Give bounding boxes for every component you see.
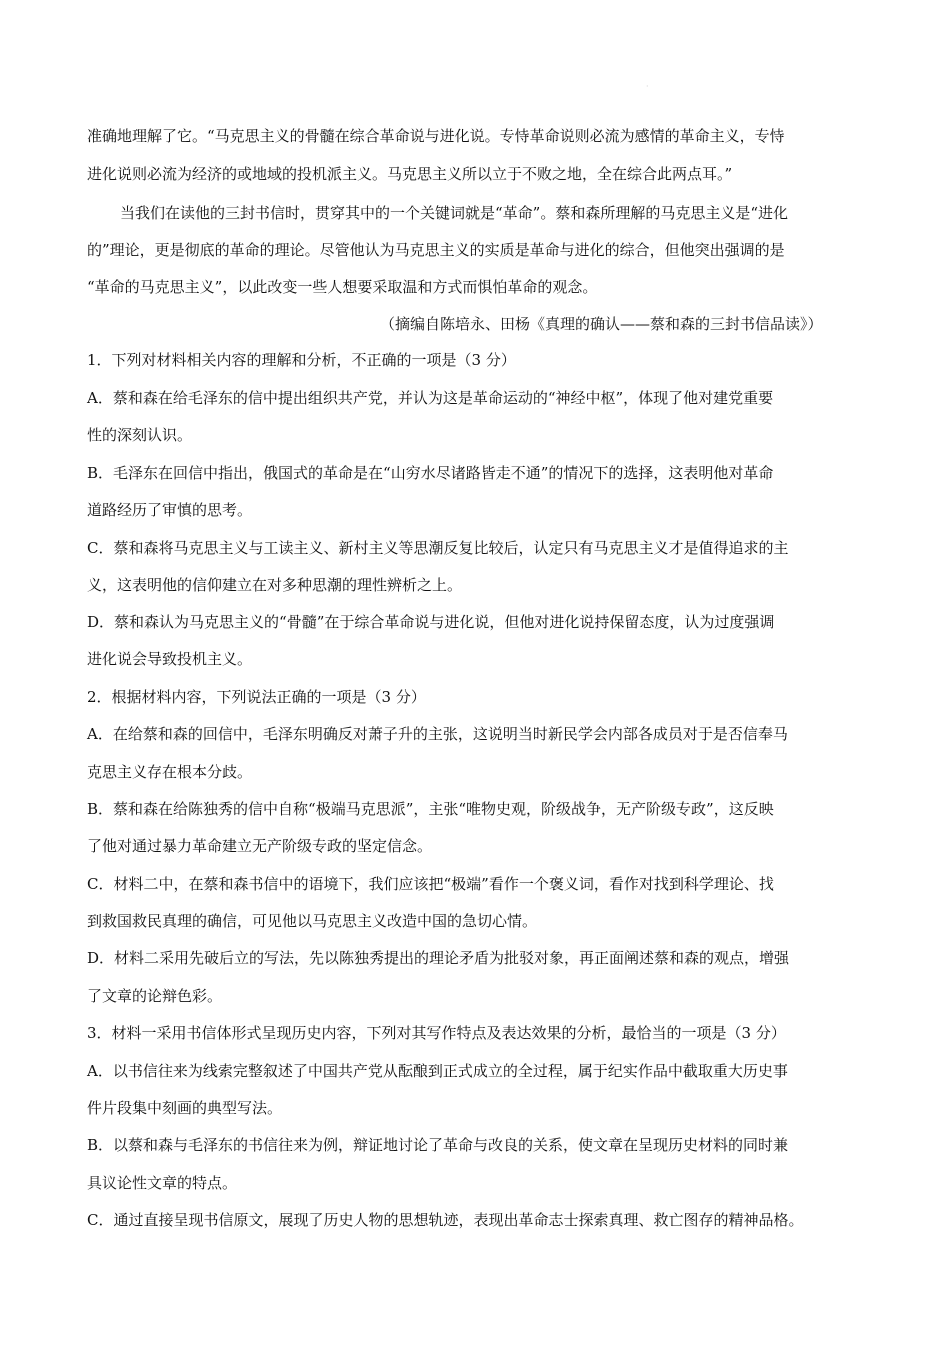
question-1-option-c: C．蔡和森将马克思主义与工读主义、新村主义等思潮反复比较后，认定只有马克思主义才是值得追求的主 — [87, 539, 789, 557]
paragraph-line: 进化说则必流为经济的或地域的投机派主义。马克思主义所以立于不败之地，全在综合此两点耳。” — [87, 165, 733, 183]
paragraph-line: 当我们在读他的三封书信时，贯穿其中的一个关键词就是“革命”。蔡和森所理解的马克思主义是“进化 — [120, 204, 789, 222]
question-3-option-a: A．以书信往来为线索完整叙述了中国共产党从酝酿到正式成立的全过程，属于纪实作品中截取重大历史事 — [87, 1062, 788, 1080]
source-citation: （摘编自陈培永、田杨《真理的确认——蔡和森的三封书信品读》） — [380, 315, 823, 333]
question-2-option-c: C．材料二中，在蔡和森书信中的语境下，我们应该把“极端”看作一个褒义词，看作对找到科学理论、找 — [87, 875, 774, 893]
paragraph-line: “革命的马克思主义”，以此改变一些人想要采取温和方式而惧怕革命的观念。 — [87, 278, 598, 296]
question-1-option-a-cont: 性的深刻认识。 — [87, 426, 193, 444]
question-1-option-a: A．蔡和森在给毛泽东的信中提出组织共产党，并认为这是革命运动的“神经中枢”，体现了他对建党重要 — [87, 389, 774, 407]
question-2-option-b-cont: 了他对通过暴力革命建立无产阶级专政的坚定信念。 — [87, 837, 433, 855]
question-2-option-c-cont: 到救国救民真理的确信，可见他以马克思主义改造中国的急切心情。 — [87, 912, 538, 930]
question-1-stem: 1．下列对材料相关内容的理解和分析，不正确的一项是（3 分） — [87, 351, 516, 369]
question-3-stem: 3．材料一采用书信体形式呈现历史内容，下列对其写作特点及表达效果的分析，最恰当的一项是（3 分） — [87, 1024, 786, 1042]
question-3-option-b: B．以蔡和森与毛泽东的书信往来为例，辩证地讨论了革命与改良的关系，使文章在呈现历史材料的同时兼 — [87, 1136, 789, 1154]
scan-mark: · — [646, 82, 649, 91]
question-1-option-c-cont: 义，这表明他的信仰建立在对多种思潮的理性辨析之上。 — [87, 576, 463, 594]
question-3-option-a-cont: 件片段集中刻画的典型写法。 — [87, 1099, 283, 1117]
question-1-option-d-cont: 进化说会导致投机主义。 — [87, 650, 253, 668]
question-1-option-b: B．毛泽东在回信中指出，俄国式的革命是在“山穷水尽诸路皆走不通”的情况下的选择，这表明他对革命 — [87, 464, 774, 482]
question-1-option-b-cont: 道路经历了审慎的思考。 — [87, 501, 253, 519]
question-2-option-d-cont: 了文章的论辩色彩。 — [87, 987, 223, 1005]
paragraph-line: 准确地理解了它。“马克思主义的骨髓在综合革命说与进化说。专恃革命说则必流为感情的革命主义，专恃 — [87, 127, 785, 145]
paragraph-line: 的”理论，更是彻底的革命的理论。尽管他认为马克思主义的实质是革命与进化的综合，但他突出强调的是 — [87, 241, 785, 259]
question-2-option-b: B．蔡和森在给陈独秀的信中自称“极端马克思派”，主张“唯物史观，阶级战争，无产阶级专政”，这反映 — [87, 800, 774, 818]
question-2-stem: 2．根据材料内容，下列说法正确的一项是（3 分） — [87, 688, 426, 706]
question-3-option-b-cont: 具议论性文章的特点。 — [87, 1174, 238, 1192]
question-2-option-d: D．材料二采用先破后立的写法，先以陈独秀提出的理论矛盾为批驳对象，再正面阐述蔡和森的观点，增强 — [87, 949, 790, 967]
question-3-option-c: C．通过直接呈现书信原文，展现了历史人物的思想轨迹，表现出革命志士探索真理、救亡图存的精神品格。 — [87, 1211, 804, 1229]
question-2-option-a-cont: 克思主义存在根本分歧。 — [87, 763, 253, 781]
question-1-option-d: D．蔡和森认为马克思主义的“骨髓”在于综合革命说与进化说，但他对进化说持保留态度，认为过度强调 — [87, 613, 775, 631]
question-2-option-a: A．在给蔡和森的回信中，毛泽东明确反对萧子升的主张，这说明当时新民学会内部各成员对于是否信奉马 — [87, 725, 788, 743]
